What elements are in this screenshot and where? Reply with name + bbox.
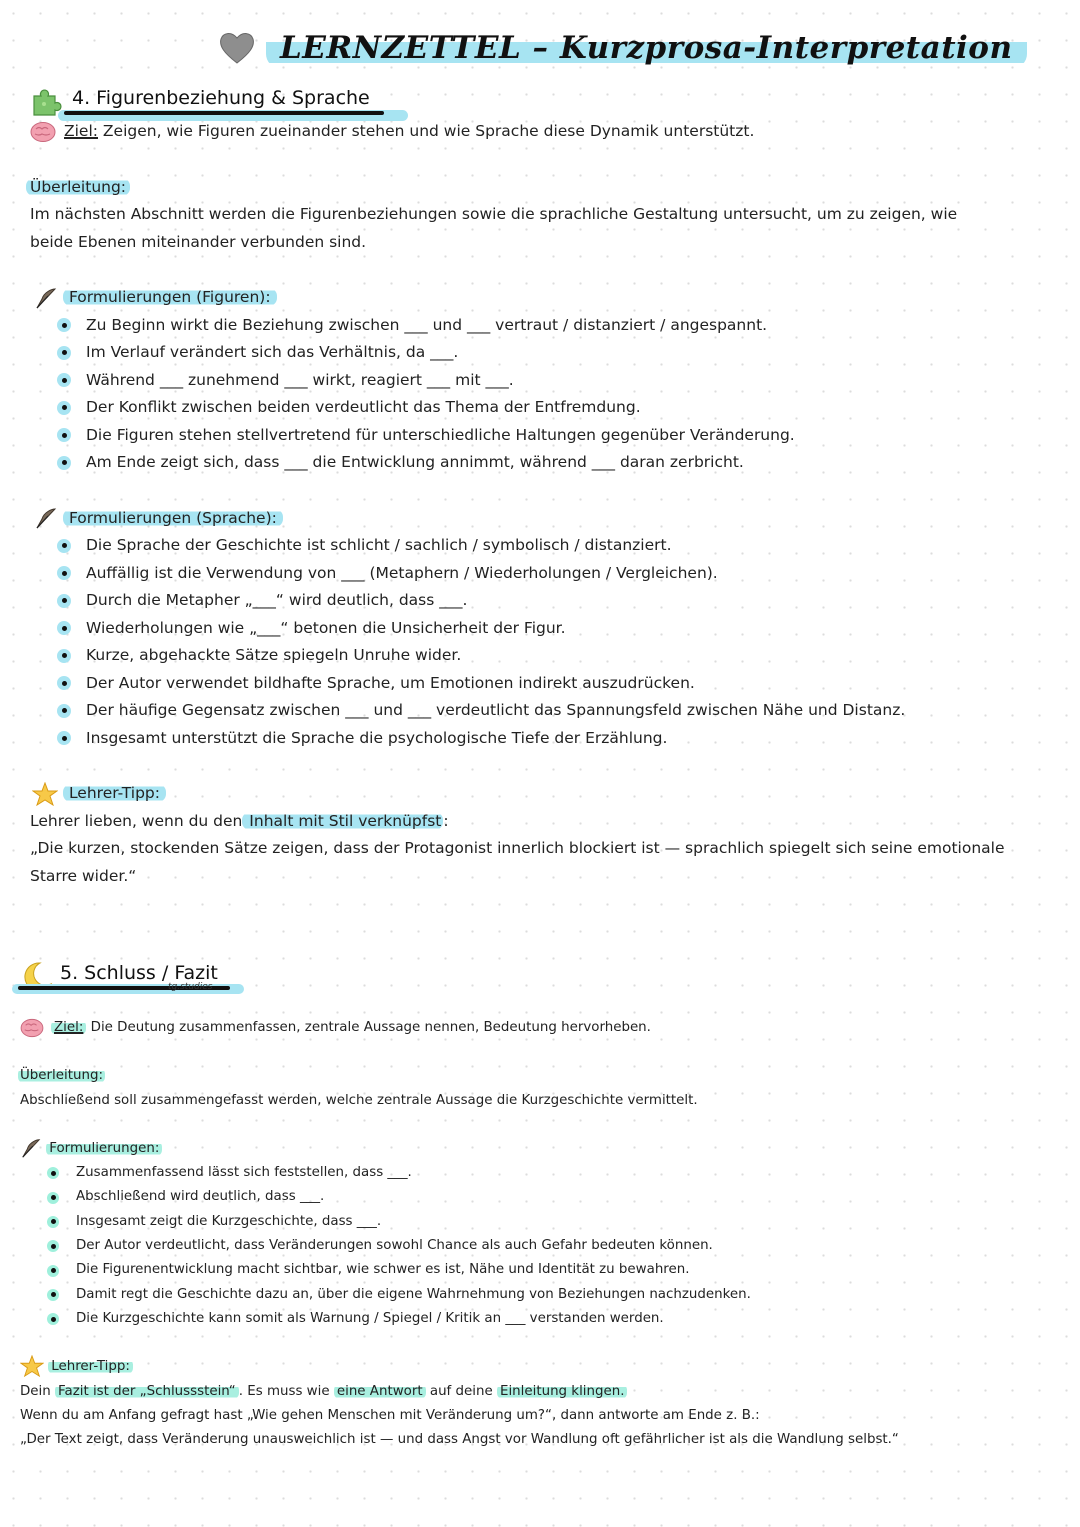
section-heading <box>30 86 1030 116</box>
tipp-line: Lehrer lieben, wenn du den Inhalt mit Stil verknüpfst : <box>30 811 449 830</box>
list-item: Zu Beginn wirkt die Beziehung zwischen ___ und ___ vertraut / distanziert / angespannt. <box>54 312 1030 340</box>
list-item: Der Autor verwendet bildhafte Sprache, um Emotionen indirekt auszudrücken. <box>54 670 1030 698</box>
list-item: Wiederholungen wie „___“ betonen die Unsicherheit der Figur. <box>54 615 1030 643</box>
puzzle-icon <box>30 86 64 116</box>
list-item: Die Sprache der Geschichte ist schlicht / sachlich / symbolisch / distanziert. <box>54 532 1030 560</box>
watermark: tg.studies <box>168 982 213 992</box>
tipp-label-line <box>20 1355 1060 1379</box>
feather-quill-icon <box>20 1137 42 1159</box>
list-item: Damit regt die Geschichte dazu an, über die eigene Wahrnehmung von Beziehungen nachzudenken. <box>44 1283 1060 1307</box>
sprache-label: Formulierungen (Sprache): <box>63 509 283 527</box>
list-item: Insgesamt zeigt die Kurzgeschichte, dass ___. <box>44 1210 1060 1234</box>
tipp-line-3: „Der Text zeigt, dass Veränderung unausweichlich ist — und dass Angst vor Wandlung oft gefährlicher ist als die Wandlung selbst.“ <box>20 1432 899 1448</box>
tipp-line-1: Dein Fazit ist der „Schlussstein“ . Es muss wie eine Antwort auf deine Einleitung klingen. <box>20 1380 1060 1404</box>
star-icon <box>32 782 58 806</box>
ziel-line <box>30 118 1030 146</box>
ziel-line <box>20 1016 1060 1040</box>
tipp-highlight: Fazit ist der „Schlussstein“ <box>55 1384 239 1399</box>
tipp-line-2: Wenn du am Anfang gefragt hast „Wie gehen Menschen mit Veränderung um?“, dann antworte am Ende z. B.: <box>20 1407 760 1423</box>
list-item: Zusammenfassend lässt sich feststellen, dass ___. <box>44 1161 1060 1185</box>
section-title: 5. Schluss / Fazit <box>60 962 218 984</box>
fazit-list <box>44 1161 1060 1331</box>
tipp-label: Lehrer-Tipp: <box>63 784 166 802</box>
brain-icon <box>30 121 56 143</box>
list-item: Im Verlauf verändert sich das Verhältnis, da ___. <box>54 339 1030 367</box>
ueberleitung-text: Abschließend soll zusammengefasst werden, welche zentrale Aussage die Kurzgeschichte vermittelt. <box>20 1092 698 1108</box>
tipp-label: Lehrer-Tipp: <box>48 1359 133 1374</box>
star-icon <box>20 1355 44 1377</box>
section-figurenbeziehung <box>30 86 1030 890</box>
form-label: Formulierungen: <box>46 1141 162 1156</box>
sprache-list <box>54 532 1030 752</box>
figuren-list <box>54 312 1030 477</box>
list-item: Die Figuren stehen stellvertretend für unterschiedliche Haltungen gegenüber Veränderung. <box>54 422 1030 450</box>
ziel-text: Die Deutung zusammenfassen, zentrale Aussage nennen, Bedeutung hervorheben. <box>86 1020 651 1035</box>
ueberleitung-label: Überleitung: <box>20 1068 103 1084</box>
tipp-label-line <box>30 780 1030 808</box>
sprache-label-line <box>30 505 1030 533</box>
tipp-highlight: Inhalt mit Stil verknüpfst <box>244 811 442 830</box>
list-item: Der häufige Gegensatz zwischen ___ und ___ verdeutlicht das Spannungsfeld zwischen Nähe und Distanz. <box>54 697 1030 725</box>
tipp-quote: „Die kurzen, stockenden Sätze zeigen, dass der Protagonist innerlich blockiert ist — sprachlich spiegelt sich seine emotionale Starre wider.“ <box>30 839 1005 885</box>
ueberleitung-label: Überleitung: <box>30 174 1030 202</box>
ziel-label: Ziel: <box>51 1020 86 1035</box>
ueberleitung-text: Im nächsten Abschnitt werden die Figurenbeziehungen sowie die sprachliche Gestaltung untersucht, um zu zeigen, wie beide Ebenen miteinander verbunden sind. <box>30 205 958 251</box>
feather-quill-icon <box>34 506 58 530</box>
title-bar <box>218 18 1027 78</box>
list-item: Die Figurenentwicklung macht sichtbar, wie schwer es ist, Nähe und Identität zu bewahren. <box>44 1258 1060 1282</box>
heart-icon <box>218 31 256 65</box>
list-item: Der Autor verdeutlicht, dass Veränderungen sowohl Chance als auch Gefahr bedeuten können. <box>44 1234 1060 1258</box>
list-item: Kurze, abgehackte Sätze spiegeln Unruhe wider. <box>54 642 1030 670</box>
section-fazit <box>20 1016 1060 1452</box>
form-label-line <box>20 1137 1060 1161</box>
section-heading-fazit <box>12 962 262 1002</box>
ziel-text: Zeigen, wie Figuren zueinander stehen und wie Sprache diese Dynamik unterstützt. <box>98 122 755 140</box>
list-item: Insgesamt unterstützt die Sprache die psychologische Tiefe der Erzählung. <box>54 725 1030 753</box>
list-item: Die Kurzgeschichte kann somit als Warnung / Spiegel / Kritik an ___ verstanden werden. <box>44 1307 1060 1331</box>
brain-icon <box>20 1018 44 1038</box>
list-item: Am Ende zeigt sich, dass ___ die Entwicklung annimmt, während ___ daran zerbricht. <box>54 449 1030 477</box>
page-title: LERNZETTEL – Kurzprosa-Interpretation <box>266 28 1027 68</box>
tipp-highlight: Einleitung klingen. <box>497 1384 628 1399</box>
section-title: 4. Figurenbeziehung & Sprache <box>72 87 370 110</box>
list-item: Durch die Metapher „___“ wird deutlich, dass ___. <box>54 587 1030 615</box>
tipp-highlight: eine Antwort <box>334 1384 426 1399</box>
figuren-label-line <box>30 284 1030 312</box>
list-item: Abschließend wird deutlich, dass ___. <box>44 1185 1060 1209</box>
list-item: Auffällig ist die Verwendung von ___ (Metaphern / Wiederholungen / Vergleichen). <box>54 560 1030 588</box>
figuren-label: Formulierungen (Figuren): <box>63 288 277 306</box>
ziel-label: Ziel: <box>64 122 98 140</box>
feather-quill-icon <box>34 286 58 310</box>
list-item: Der Konflikt zwischen beiden verdeutlicht das Thema der Entfremdung. <box>54 394 1030 422</box>
list-item: Während ___ zunehmend ___ wirkt, reagiert ___ mit ___. <box>54 367 1030 395</box>
